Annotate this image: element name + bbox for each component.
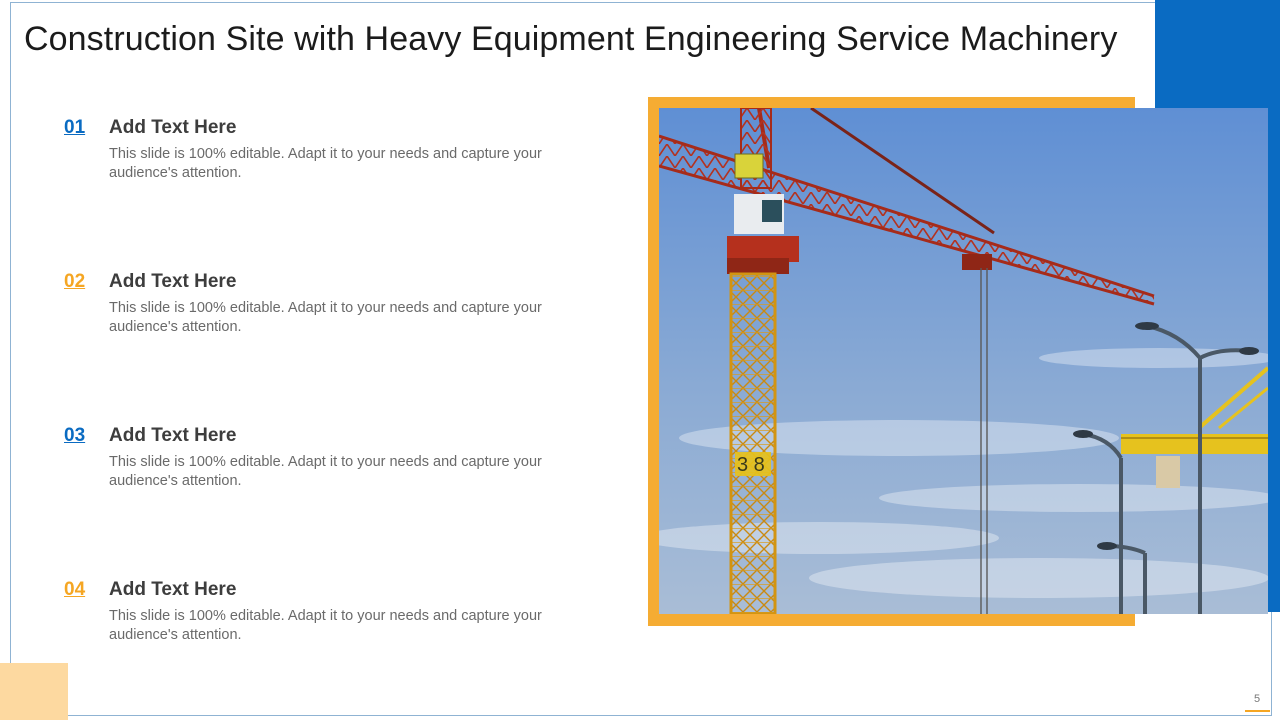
item-description: This slide is 100% editable. Adapt it to your needs and capture your audience's attention. bbox=[109, 454, 542, 489]
item-title: Add Text Here bbox=[109, 117, 237, 138]
crane-marking: 3 8 bbox=[737, 454, 765, 476]
item-description: This slide is 100% editable. Adapt it to your needs and capture your audience's attention. bbox=[109, 146, 542, 181]
item-description: This slide is 100% editable. Adapt it to your needs and capture your audience's attention. bbox=[109, 608, 542, 643]
item-number: 04 bbox=[64, 579, 86, 600]
page-number: 5 bbox=[1254, 693, 1261, 705]
item-number: 02 bbox=[64, 271, 86, 292]
corner-accent-block bbox=[0, 663, 68, 720]
item-number: 03 bbox=[64, 425, 86, 446]
page-number-underline bbox=[1245, 710, 1270, 712]
item-title: Add Text Here bbox=[109, 579, 237, 600]
crane-illustration bbox=[659, 108, 1268, 614]
item-number: 01 bbox=[64, 117, 86, 138]
item-title: Add Text Here bbox=[109, 425, 237, 446]
item-description: This slide is 100% editable. Adapt it to your needs and capture your audience's attention. bbox=[109, 300, 542, 335]
page-title: Construction Site with Heavy Equipment Engineering Service Machinery bbox=[24, 20, 1118, 58]
crane-photo bbox=[659, 108, 1268, 614]
item-title: Add Text Here bbox=[109, 271, 237, 292]
